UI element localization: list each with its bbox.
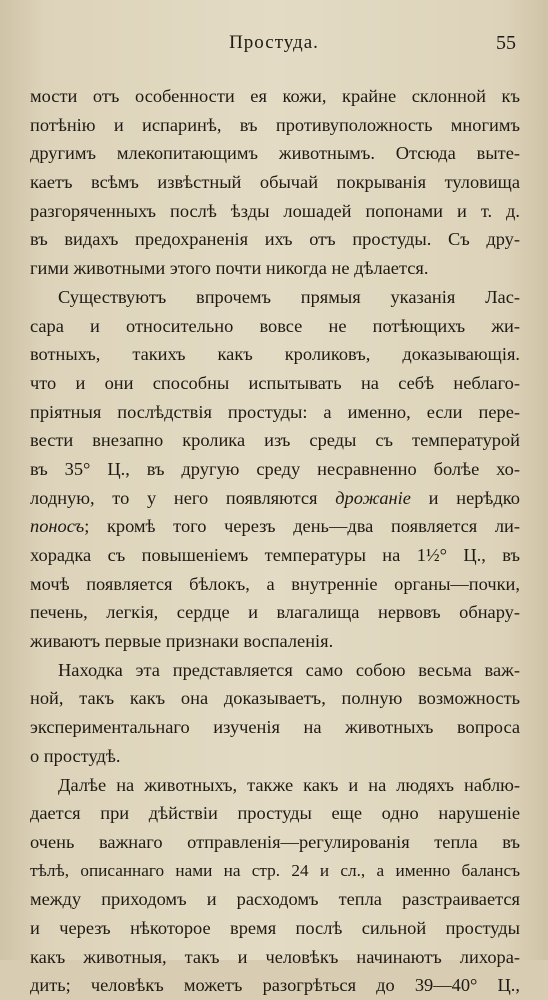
text-line: вести внезапно кролика изъ среды съ температурой bbox=[30, 430, 520, 451]
text-line: тѣлѣ, описаннаго нами на стр. 24 и сл., а именно балансъ bbox=[30, 860, 520, 880]
page-number: 55 bbox=[496, 32, 516, 54]
text-line: что и они способны испытывать на себѣ неблаго- bbox=[30, 372, 520, 393]
text-segment: лодную, то у него появляются bbox=[30, 487, 318, 508]
text-line: въ видахъ предохраненія ихъ отъ простуды. Съ дру- bbox=[30, 229, 520, 250]
text-line: вотныхъ, такихъ какъ кроликовъ, доказывающія. bbox=[30, 344, 520, 365]
text-line: другимъ млекопитающимъ животнымъ. Отсюда выте- bbox=[30, 143, 520, 164]
text-line: потѣнію и испаринѣ, въ противуположность многимъ bbox=[30, 114, 520, 135]
text-line: хорадка съ повышеніемъ температуры на 1½° Ц., въ bbox=[30, 545, 520, 565]
text-line bbox=[30, 512, 520, 541]
italic-term: поносъ bbox=[30, 516, 85, 537]
running-title: Простуда. bbox=[229, 32, 319, 53]
text-line: печень, легкія, сердце и влагалища нервовъ обнару- bbox=[30, 602, 520, 623]
text-line: каетъ всѣмъ извѣстный обычай покрыванія туловища bbox=[30, 172, 520, 193]
page-header bbox=[0, 32, 548, 58]
text-line: сара и относительно вовсе не потѣющихъ жи- bbox=[30, 315, 520, 336]
body-text bbox=[30, 82, 520, 1000]
italic-term: дрожаніе bbox=[335, 487, 411, 508]
text-line: Далѣе на животныхъ, также какъ и на людяхъ наблю- bbox=[58, 774, 520, 795]
text-line: какъ животныя, такъ и человѣкъ начинаютъ лихора- bbox=[30, 946, 520, 967]
text-line: мочѣ появляется бѣлокъ, а внутренніе органы—почки, bbox=[30, 573, 520, 594]
text-line: гими животными этого почти никогда не дѣлается. bbox=[30, 258, 429, 279]
text-line: дается при дѣйствіи простуды еще одно нарушеніе bbox=[30, 803, 520, 824]
text-line: Существуютъ впрочемъ прямыя указанія Лас- bbox=[58, 286, 520, 307]
text-line bbox=[30, 484, 520, 513]
text-line: между приходомъ и расходомъ тепла разстраивается bbox=[30, 889, 520, 910]
text-line: экспериментальнаго изученія на животныхъ вопроса bbox=[30, 717, 520, 738]
text-line: и черезъ нѣкоторое время послѣ сильной простуды bbox=[30, 917, 520, 938]
text-line: разгоряченныхъ послѣ ѣзды лошадей попонами и т. д. bbox=[30, 200, 520, 221]
text-line: мости отъ особенности ея кожи, крайне склонной къ bbox=[30, 86, 520, 106]
text-line: въ 35° Ц., въ другую среду несравненно болѣе хо- bbox=[30, 458, 520, 479]
text-segment: ; кромѣ того черезъ день—два появляется ли- bbox=[84, 516, 520, 537]
text-line: живаютъ первые признаки воспаленія. bbox=[30, 631, 334, 652]
text-line: о простудѣ. bbox=[30, 745, 121, 766]
text-line: Находка эта представляется само собою весьма важ- bbox=[58, 659, 520, 680]
text-line: ной, такъ какъ она доказываетъ, полную возможность bbox=[30, 688, 520, 709]
text-line: дить; человѣкъ можетъ разогрѣться до 39—40° Ц., bbox=[30, 975, 520, 996]
text-line: очень важнаго отправленія—регулированія тепла въ bbox=[30, 831, 520, 852]
text-segment: и нерѣдко bbox=[428, 487, 520, 508]
text-line: пріятныя послѣдствія простуды: а именно, если пере- bbox=[30, 401, 520, 422]
